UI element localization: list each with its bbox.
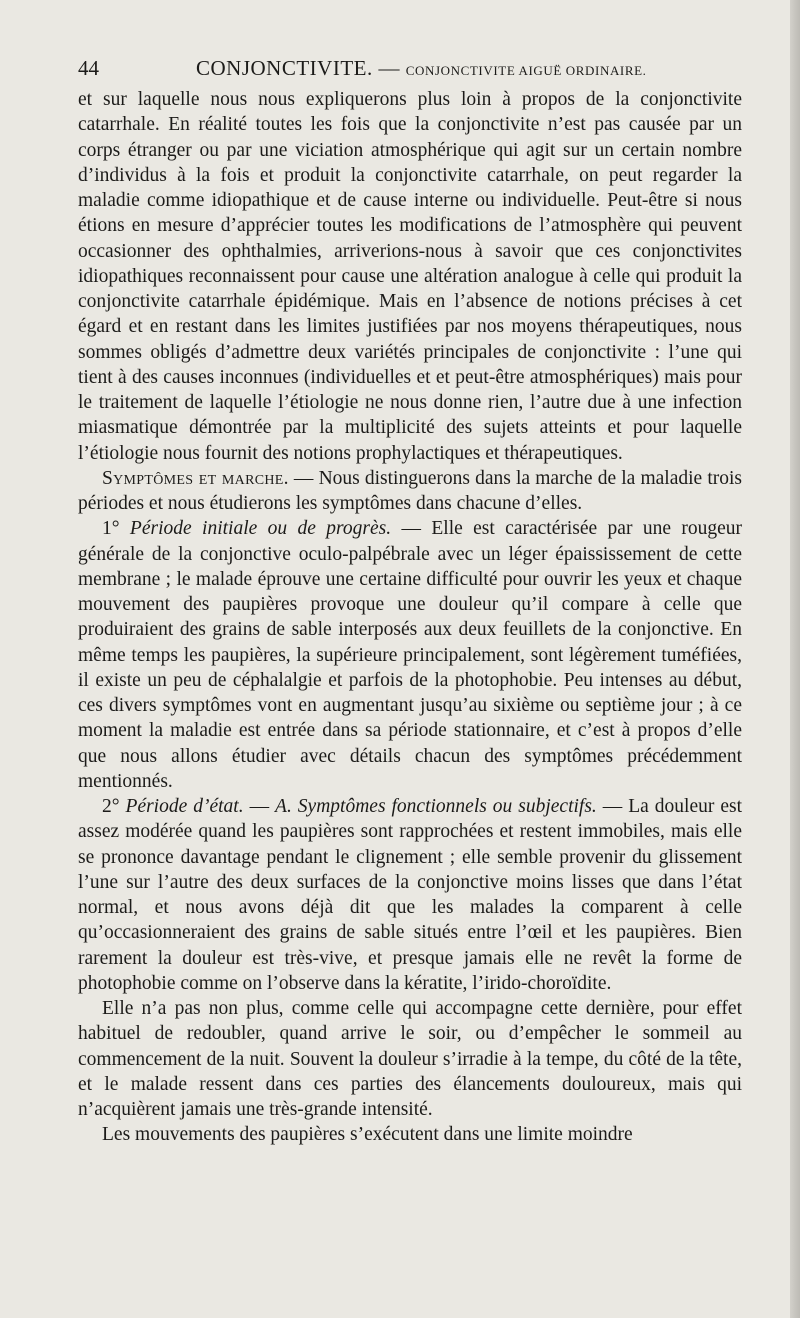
body-text (78, 87, 742, 1148)
paragraph-1: et sur laquelle nous nous expliquerons plus loin à propos de la conjonctivite catarrhale. En réalité toutes les fois que la conjonctivite n’est pas causée par un corps étranger ou par une viciation atmosphérique qui agit sur un certain nombre d’individus à la fois et produit la conjonctivite catarrhale, on peut regarder la maladie comme idiopathique et de cause interne ou individuelle. Peut-être si nous étions en mesure d’apprécier toutes les modifications de l’atmosphère qui peuvent occasionner des ophthalmies, arriverions-nous à savoir que ces conjonctivites idiopathiques reconnaissent pour cause une altération analogue à celle qui produit la conjonctivite catarrhale épidémique. Mais en l’absence de notions précises à cet égard et en restant dans les limites justifiées par nos moyens thérapeutiques, nous sommes obligés d’admettre deux variétés principales de conjonctivite : l’une qui tient à des causes inconnues (individuelles et et peut-être atmosphériques) mais pour le traitement de laquelle l’étiologie ne nous donne rien, l’autre due à une infection miasmatique démontrée par la multiplicité des sujets atteints et pour laquelle l’étiologie nous fournit des notions prophylactiques et thérapeutiques. (78, 89, 742, 464)
paragraph-periode-etat (78, 794, 742, 996)
paragraph-periode-initiale (78, 516, 742, 794)
paragraph-5: Elle n’a pas non plus, comme celle qui accompagne cette dernière, pour effet habituel de redoubler, quand arrive le soir, ou d’empêcher le sommeil au commencement de la nuit. Souvent la douleur s’irradie à la tempe, du côté de la tête, et le malade ressent dans ces parties des élancements douloureux, mais qui n’acquièrent jamais une très-grande intensité. (78, 998, 742, 1120)
period-number-2: 2° (102, 796, 126, 817)
paragraph-6: Les mouvements des paupières s’exécutent dans une limite moindre (102, 1124, 633, 1146)
paragraph-2-text: Nous distinguerons dans la marche de la maladie trois périodes et nous étudierons les symptômes dans chacune d’elles. (78, 467, 742, 514)
running-head (196, 56, 647, 81)
paragraph-4-text: La douleur est assez modérée quand les paupières sont rapprochées et restent immobiles, mais elle se prononce davantage pendant le clignement ; elle semble provenir du glissement l’une sur l’autre des deux surfaces de la conjonctive moins lisses que dans l’état normal, et nous avons déjà dit que les malades la comparent à celle qu’occasionneraient des grains de sable situés entre l’œil et les paupières. Bien rarement la douleur est très-vive, et presque jamais elle ne revêt la forme de photophobie comme on l’observe dans la kératite, l’irido-choroïdite. (78, 796, 743, 994)
page-header (78, 54, 742, 84)
section-dash: — (288, 467, 319, 489)
page-edge (790, 0, 800, 1318)
paragraph-symptomes (78, 466, 742, 517)
period-number-1: 1° (102, 518, 130, 540)
section-dash: — (243, 796, 276, 817)
paragraph-3-text: Elle est caractérisée par une rougeur générale de la conjonctive oculo-palpébrale avec un léger épaississement de cette membrane ; le malade éprouve une certaine difficulté pour ouvrir les yeux et chaque mouvement des paupières provoque une douleur qu’il compare à celle que produiraient des grains de sable interposés aux deux feuillets de la conjonctive. En même temps les paupières, la supérieure principalement, sont légèrement tuméfiées, il existe un peu de céphalalgie et parfois de la photophobie. Peu intenses au début, ces divers symptômes vont en augmentant jusqu’au sixième ou septième jour ; à ce moment la maladie est entrée dans sa période stationnaire, et c’est à propos d’elle que nous allons étudier avec détails chacun des symptômes précédemment mentionnés. (78, 518, 742, 792)
section-heading-symptomes: Symptômes et marche. (102, 467, 289, 489)
heading-periode-initiale: Période initiale ou de progrès. (129, 518, 392, 540)
heading-symptomes-fonctionnels: A. Symptômes fonctionnels ou subjectifs. (275, 796, 597, 817)
heading-periode-etat: Période d’état. (125, 796, 244, 817)
running-head-dash: — (378, 56, 400, 80)
section-dash: — (596, 796, 629, 817)
page-number: 44 (78, 56, 99, 80)
running-head-subtitle: CONJONCTIVITE AIGUË ORDINAIRE. (405, 63, 647, 78)
section-dash: — (391, 518, 432, 540)
running-head-title: CONJONCTIVITE. (196, 56, 373, 80)
